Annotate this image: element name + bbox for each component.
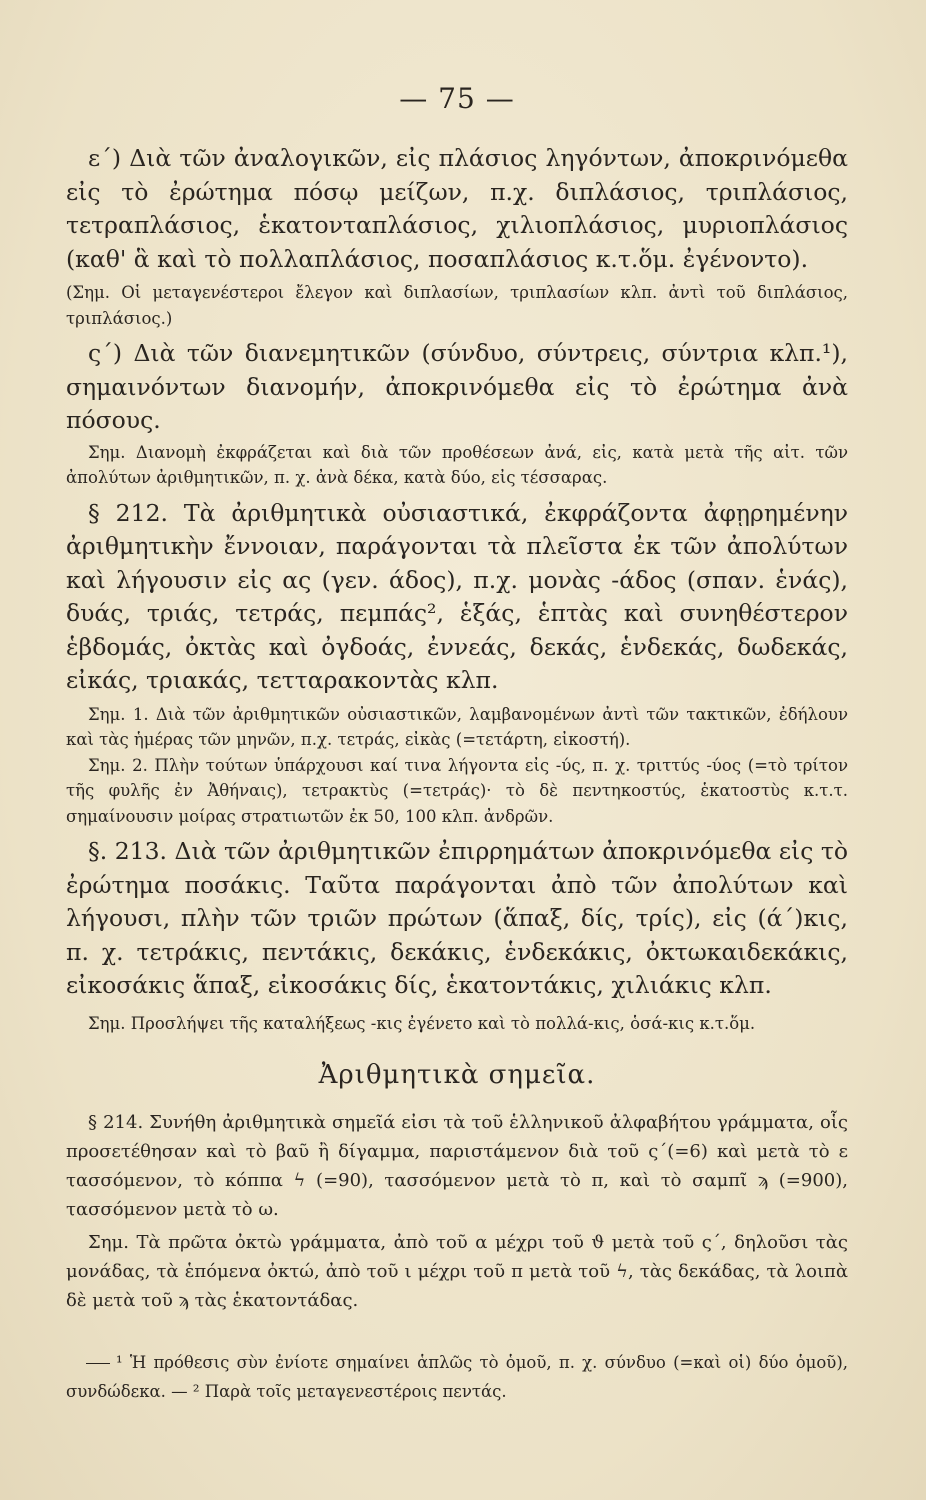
paragraph-dianemetika: ς΄) Διὰ τῶν διανεμητικῶν (σύνδυο, σύντρεις, σύντρια κλπ.¹), σημαινόντων διανομήν, ἀποκρινόμεθα εἰς τὸ ἐρώτημα ἀνὰ πόσους. [66,339,848,434]
footnote-rule [86,1363,110,1364]
note-212-2: Σημ. 2. Πλὴν τούτων ὑπάρχουσι καί τινα λήγοντα εἰς -ύς, π. χ. τριττύς -ύος (=τὸ τρίτον τῆς φυλῆς ἐν Ἀθήναις), τετρακτὺς (=τετράς)· τὸ δὲ πεντηκοστύς, ἑκατοστὺς κ.τ.τ. σημαίνουσιν μοίρας στρατιωτῶν ἐκ 50, 100 κλπ. ἀνδρῶν. [66,755,848,826]
paragraph-213: §. 213. Διὰ τῶν ἀριθμητικῶν ἐπιρρημάτων ἀποκρινόμεθα εἰς τὸ ἐρώτημα ποσάκις. Ταῦτα παράγονται ἀπὸ τῶν ἀπολύτων καὶ λήγουσι, πλὴν τῶν τριῶν πρώτων (ἅπαξ, δίς, τρίς), εἰς (ά΄)κις, π. χ. τετράκις, πεντάκις, δεκάκις, ἑνδεκάκις, ὀκτωκαιδεκάκις, εἰκοσάκις ἅπαξ, εἰκοσάκις δίς, ἑκατοντάκις, χιλιάκις κλπ. [66,837,848,999]
footnotes [66,1348,848,1406]
note-212-1: Σημ. 1. Διὰ τῶν ἀριθμητικῶν οὐσιαστικῶν, λαμβανομένων ἀντὶ τῶν τακτικῶν, ἐδήλουν καὶ τὰς ἡμέρας τῶν μηνῶν, π.χ. τετράς, εἰκὰς (=τετάρτη, εἰκοστή). [66,704,848,749]
paragraph-analogika: ε΄) Διὰ τῶν ἀναλογικῶν, εἰς πλάσιος ληγόντων, ἀποκρινόμεθα εἰς τὸ ἐρώτημα πόσῳ μείζων, π.χ. διπλάσιος, τριπλάσιος, τετραπλάσιος, ἑκατονταπλάσιος, χιλιοπλάσιος, μυριοπλάσιος (καθ' ἃ καὶ τὸ πολλαπλάσιος, ποσαπλάσιος κ.τ.ὅμ. ἐγένοντο). [66,144,848,273]
note-214: Σημ. Τὰ πρῶτα ὀκτὼ γράμματα, ἀπὸ τοῦ α μέχρι τοῦ ϑ μετὰ τοῦ ς΄, δηλοῦσι τὰς μονάδας, τὰ ἑπόμενα ὀκτώ, ἀπὸ τοῦ ι μέχρι τοῦ π μετὰ τοῦ ϟ, τὰς δεκάδας, τὰ λοιπὰ δὲ μετὰ τοῦ ϡ τὰς ἑκατοντάδας. [66,1232,848,1311]
note-213: Σημ. Προσλήψει τῆς καταλήξεως -κις ἐγένετο καὶ τὸ πολλά-κις, ὁσά-κις κ.τ.ὅμ. [88,1013,756,1033]
note-diplasion: (Σημ. Οἱ μεταγενέστεροι ἔλεγον καὶ διπλασίων, τριπλασίων κλπ. ἀντὶ τοῦ διπλάσιος, τριπλάσιος.) [66,283,848,328]
paragraph-214: § 214. Συνήθη ἀριθμητικὰ σημεῖά εἰσι τὰ τοῦ ἑλληνικοῦ ἀλφαβήτου γράμματα, οἷς προσετέθησαν καὶ τὸ βαῦ ἢ δίγαμμα, παριστάμενον διὰ τοῦ ς΄(=6) καὶ μετὰ τὸ ε τασσόμενον, τὸ κόππα ϟ (=90), τασσόμενον μετὰ τὸ π, καὶ τὸ σαμπῖ ϡ (=900), τασσόμενον μετὰ τὸ ω. [66,1112,848,1220]
note-dianome: Σημ. Διανομὴ ἐκφράζεται καὶ διὰ τῶν προθέσεων ἀνά, εἰς, κατὰ μετὰ τῆς αἰτ. τῶν ἀπολύτων ἀριθμητικῶν, π. χ. ἀνὰ δέκα, κατὰ δύο, εἰς τέσσαρας. [66,442,848,487]
paragraph-212: § 212. Τὰ ἀριθμητικὰ οὐσιαστικά, ἐκφράζοντα ἀφῃρημένην ἀριθμητικὴν ἔννοιαν, παράγονται τὰ πλεῖστα ἐκ τῶν ἀπολύτων καὶ λήγουσιν εἰς ας (γεν. άδος), π.χ. μονὰς -άδος (σπαν. ἑνάς), δυάς, τριάς, τετράς, πεμπάς², ἑξάς, ἑπτὰς καὶ συνηθέστερον ἑβδομάς, ὀκτὰς καὶ ὀγδοάς, ἐννεάς, δεκάς, ἑνδεκάς, δωδεκάς, εἰκάς, τριακάς, τετταρακοντὰς κλπ. [66,498,848,694]
footnote-text: ¹ Ἡ πρόθεσις σὺν ἐνίοτε σημαίνει ἁπλῶς τὸ ὁμοῦ, π. χ. σύνδυο (=καὶ οἱ) δύο ὁμοῦ), συνδώδεκα. — ² Παρὰ τοῖς μεταγενεστέροις πεντάς. [66,1353,848,1401]
section-heading: Ἀριθμητικὰ σημεῖα. [318,1060,596,1090]
page-number: — 75 — [399,82,515,115]
